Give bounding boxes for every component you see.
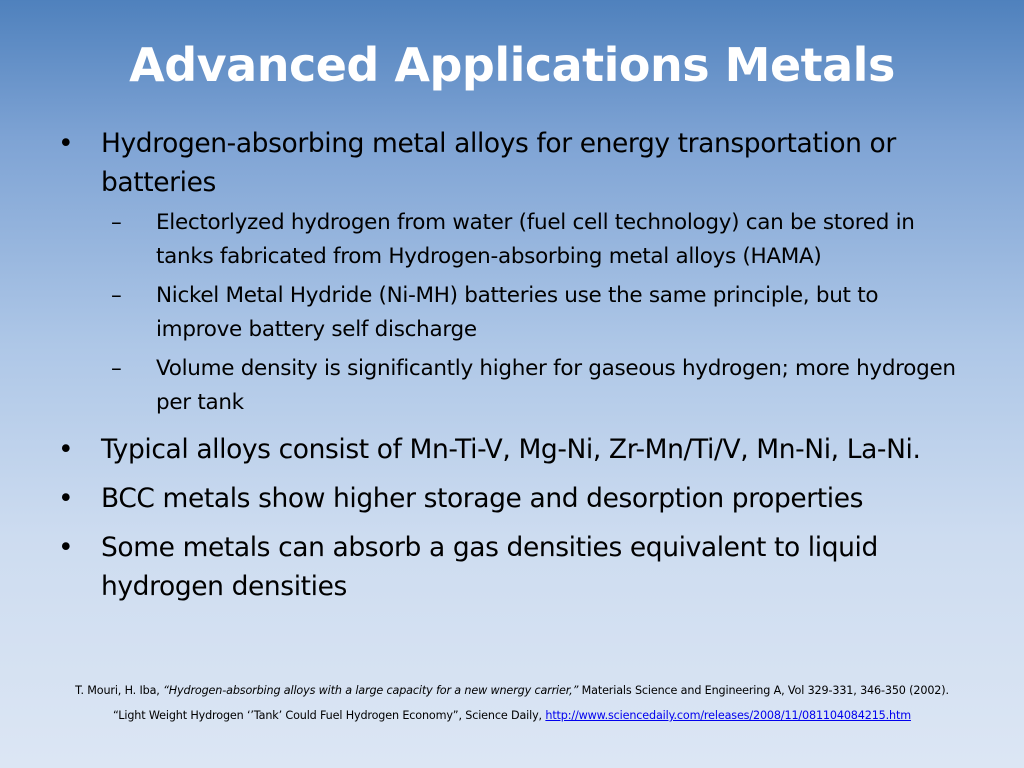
bullet-text: Typical alloys consist of Mn-Ti-V, Mg-Ni, Zr-Mn/Ti/V, Mn-Ni, La-Ni. <box>101 434 921 465</box>
reference-2 <box>0 703 1024 728</box>
bullet-text: Hydrogen-absorbing metal alloys for energy transportation or batteries <box>101 128 896 198</box>
sub-bullet-text: Nickel Metal Hydride (Ni-MH) batteries use the same principle, but to improve battery self discharge <box>156 283 879 342</box>
bullet-list <box>58 124 968 616</box>
dash-icon: – <box>111 356 122 381</box>
reference-2-link[interactable]: http://www.sciencedaily.com/releases/2008/11/081104084215.htm <box>545 709 911 722</box>
sub-bullet-list <box>101 206 968 420</box>
bullet-icon: • <box>58 434 74 465</box>
reference-1 <box>0 678 1024 703</box>
sub-bullet-text: Electorlyzed hydrogen from water (fuel cell technology) can be stored in tanks fabricated from Hydrogen-absorbing metal alloys (HAMA) <box>156 210 915 269</box>
sub-bullet-item <box>111 352 968 420</box>
bullet-item <box>58 479 968 518</box>
bullet-icon: • <box>58 128 74 159</box>
bullet-text: Some metals can absorb a gas densities equivalent to liquid hydrogen densities <box>101 532 878 602</box>
sub-bullet-text: Volume density is significantly higher for gaseous hydrogen; more hydrogen per tank <box>156 356 956 415</box>
dash-icon: – <box>111 283 122 308</box>
references <box>0 678 1024 728</box>
reference-2-text: “Light Weight Hydrogen ‘’Tank’ Could Fuel Hydrogen Economy”, Science Daily, <box>113 709 542 722</box>
bullet-item <box>58 528 968 606</box>
bullet-item <box>58 124 968 420</box>
bullet-text: BCC metals show higher storage and desorption properties <box>101 483 864 514</box>
dash-icon: – <box>111 210 122 235</box>
bullet-item <box>58 430 968 469</box>
reference-1-authors: T. Mouri, H. Iba, <box>75 684 160 697</box>
reference-1-title: “Hydrogen-absorbing alloys with a large capacity for a new wnergy carrier,” <box>163 684 579 697</box>
bullet-icon: • <box>58 483 74 514</box>
slide-title: Advanced Applications Metals <box>129 38 895 92</box>
sub-bullet-item <box>111 279 968 347</box>
bullet-icon: • <box>58 532 74 563</box>
sub-bullet-item <box>111 206 968 274</box>
reference-1-source: Materials Science and Engineering A, Vol 329-331, 346-350 (2002). <box>581 684 949 697</box>
